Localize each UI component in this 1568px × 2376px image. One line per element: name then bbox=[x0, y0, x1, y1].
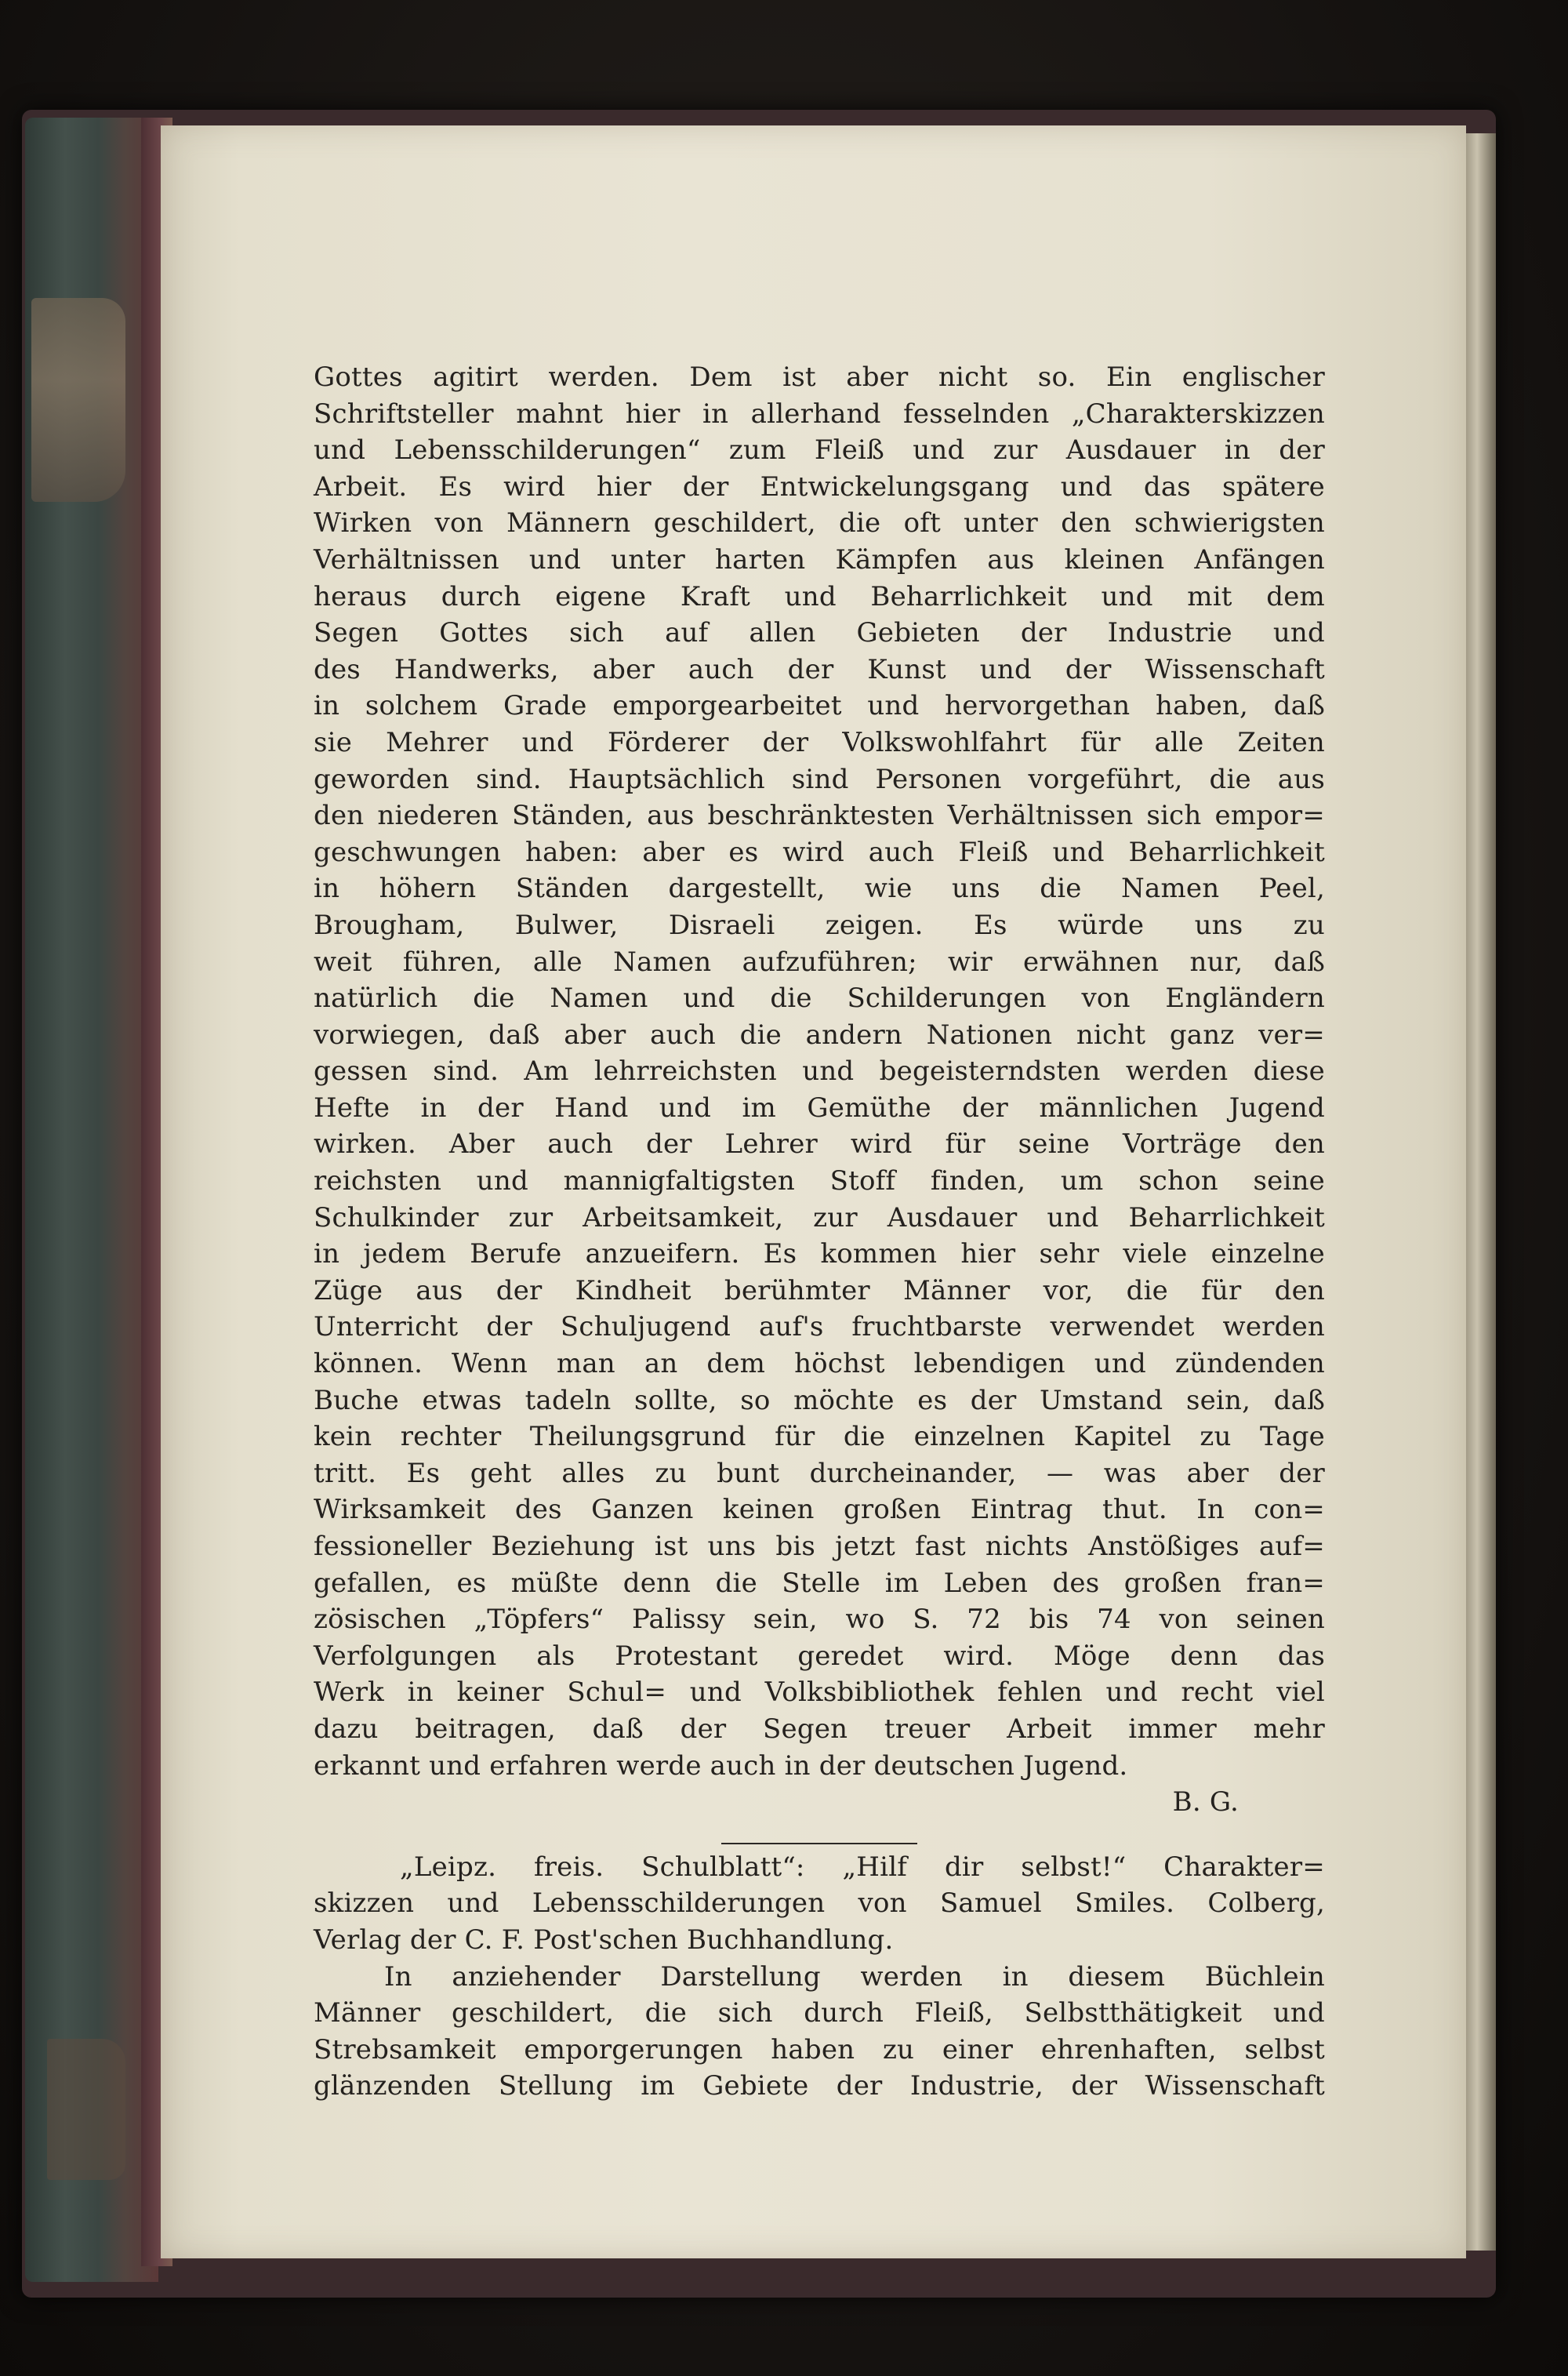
text-line: können. Wenn man an dem höchst lebendigen und zündenden bbox=[314, 1348, 1325, 1380]
text-line: geschwungen haben: aber es wird auch Fleiß und Beharrlichkeit bbox=[314, 836, 1325, 868]
text-line: geworden sind. Hauptsächlich sind Personen vorgeführt, die aus bbox=[314, 763, 1325, 795]
text-line: Verhältnissen und unter harten Kämpfen aus kleinen Anfängen bbox=[314, 543, 1325, 576]
text-line: kein rechter Theilungsgrund für die einzelnen Kapitel zu Tage bbox=[314, 1421, 1325, 1453]
text-line: Männer geschildert, die sich durch Fleiß, Selbstthätigkeit und bbox=[314, 1997, 1325, 2029]
worn-spine-patch bbox=[31, 298, 125, 502]
text-line: weit führen, alle Namen aufzuführen; wir erwähnen nur, daß bbox=[314, 946, 1325, 978]
text-line: des Handwerks, aber auch der Kunst und der Wissenschaft bbox=[314, 653, 1325, 685]
text-line: heraus durch eigene Kraft und Beharrlichkeit und mit dem bbox=[314, 580, 1325, 612]
text-line: Unterricht der Schuljugend auf's fruchtbarste verwendet werden bbox=[314, 1311, 1325, 1343]
text-line: Werk in keiner Schul= und Volksbibliothek fehlen und recht viel bbox=[314, 1677, 1325, 1709]
text-line: vorwiegen, daß aber auch die andern Nationen nicht ganz ver= bbox=[314, 1019, 1325, 1051]
text-line: in höhern Ständen dargestellt, wie uns die Namen Peel, bbox=[314, 873, 1325, 905]
text-line: glänzenden Stellung im Gebiete der Industrie, der Wissenschaft bbox=[314, 2070, 1325, 2102]
text-line: Strebsamkeit emporgerungen haben zu einer ehrenhaften, selbst bbox=[314, 2033, 1325, 2065]
text-line: Wirksamkeit des Ganzen keinen großen Eintrag thut. In con= bbox=[314, 1494, 1325, 1526]
text-line: In anziehender Darstellung werden in diesem Büchlein bbox=[384, 1960, 1325, 1993]
review-paragraph bbox=[314, 1849, 1325, 2105]
text-line: Verfolgungen als Protestant geredet wird. Möge denn das bbox=[314, 1640, 1325, 1672]
text-line: dazu beitragen, daß der Segen treuer Arbeit immer mehr bbox=[314, 1713, 1325, 1745]
text-line: zösischen „Töpfers“ Palissy sein, wo S. 72 bis 74 von seinen bbox=[314, 1604, 1325, 1636]
text-line: Arbeit. Es wird hier der Entwickelungsgang und das spätere bbox=[314, 470, 1325, 503]
text-line: Hefte in der Hand und im Gemüthe der männlichen Jugend bbox=[314, 1092, 1325, 1124]
text-line: erkannt und erfahren werde auch in der deutschen Jugend. bbox=[314, 1749, 1128, 1782]
text-line: den niederen Ständen, aus beschränktesten Verhältnissen sich empor= bbox=[314, 800, 1325, 832]
text-line: Gottes agitirt werden. Dem ist aber nicht so. Ein englischer bbox=[314, 361, 1325, 393]
page-stack-edge bbox=[1465, 133, 1496, 2251]
worn-spine-patch-lower bbox=[47, 2039, 125, 2180]
text-line: Buche etwas tadeln sollte, so möchte es der Umstand sein, daß bbox=[314, 1384, 1325, 1416]
text-line: Schulkinder zur Arbeitsamkeit, zur Ausdauer und Beharrlichkeit bbox=[314, 1201, 1325, 1233]
text-line: natürlich die Namen und die Schilderungen von Engländern bbox=[314, 983, 1325, 1015]
text-line: Segen Gottes sich auf allen Gebieten der Industrie und bbox=[314, 617, 1325, 649]
text-line: fessioneller Beziehung ist uns bis jetzt fast nichts Anstößiges auf= bbox=[314, 1531, 1325, 1562]
main-paragraph bbox=[314, 359, 1325, 1784]
text-line: „Leipz. freis. Schulblatt“: „Hilf dir selbst!“ Charakter= bbox=[400, 1851, 1325, 1883]
text-line: und Lebensschilderungen“ zum Fleiß und zur Ausdauer in der bbox=[314, 434, 1325, 467]
text-line: Züge aus der Kindheit berühmter Männer vor, die für den bbox=[314, 1274, 1325, 1306]
text-line: gessen sind. Am lehrreichsten und begeisterndsten werden diese bbox=[314, 1055, 1325, 1088]
signature: B. G. bbox=[1172, 1786, 1239, 1818]
page-text bbox=[314, 359, 1325, 2105]
section-divider bbox=[721, 1843, 917, 1844]
text-line: skizzen und Lebensschilderungen von Samuel Smiles. Colberg, bbox=[314, 1887, 1325, 1920]
text-line: reichsten und mannigfaltigsten Stoff finden, um schon seine bbox=[314, 1165, 1325, 1197]
text-line: in jedem Berufe anzueifern. Es kommen hier sehr viele einzelne bbox=[314, 1238, 1325, 1270]
text-line: Schriftsteller mahnt hier in allerhand fesselnden „Charakterskizzen bbox=[314, 398, 1325, 430]
text-line: gefallen, es müßte denn die Stelle im Leben des großen fran= bbox=[314, 1567, 1325, 1599]
text-line: in solchem Grade emporgearbeitet und hervorgethan haben, daß bbox=[314, 690, 1325, 722]
text-line: tritt. Es geht alles zu bunt durcheinander, — was aber der bbox=[314, 1457, 1325, 1489]
text-line: Wirken von Männern geschildert, die oft unter den schwierigsten bbox=[314, 507, 1325, 540]
text-line: Brougham, Bulwer, Disraeli zeigen. Es würde uns zu bbox=[314, 909, 1325, 941]
text-line: Verlag der C. F. Post'schen Buchhandlung. bbox=[314, 1924, 894, 1956]
text-line: wirken. Aber auch der Lehrer wird für seine Vorträge den bbox=[314, 1128, 1325, 1161]
text-line: sie Mehrer und Förderer der Volkswohlfahrt für alle Zeiten bbox=[314, 726, 1325, 758]
